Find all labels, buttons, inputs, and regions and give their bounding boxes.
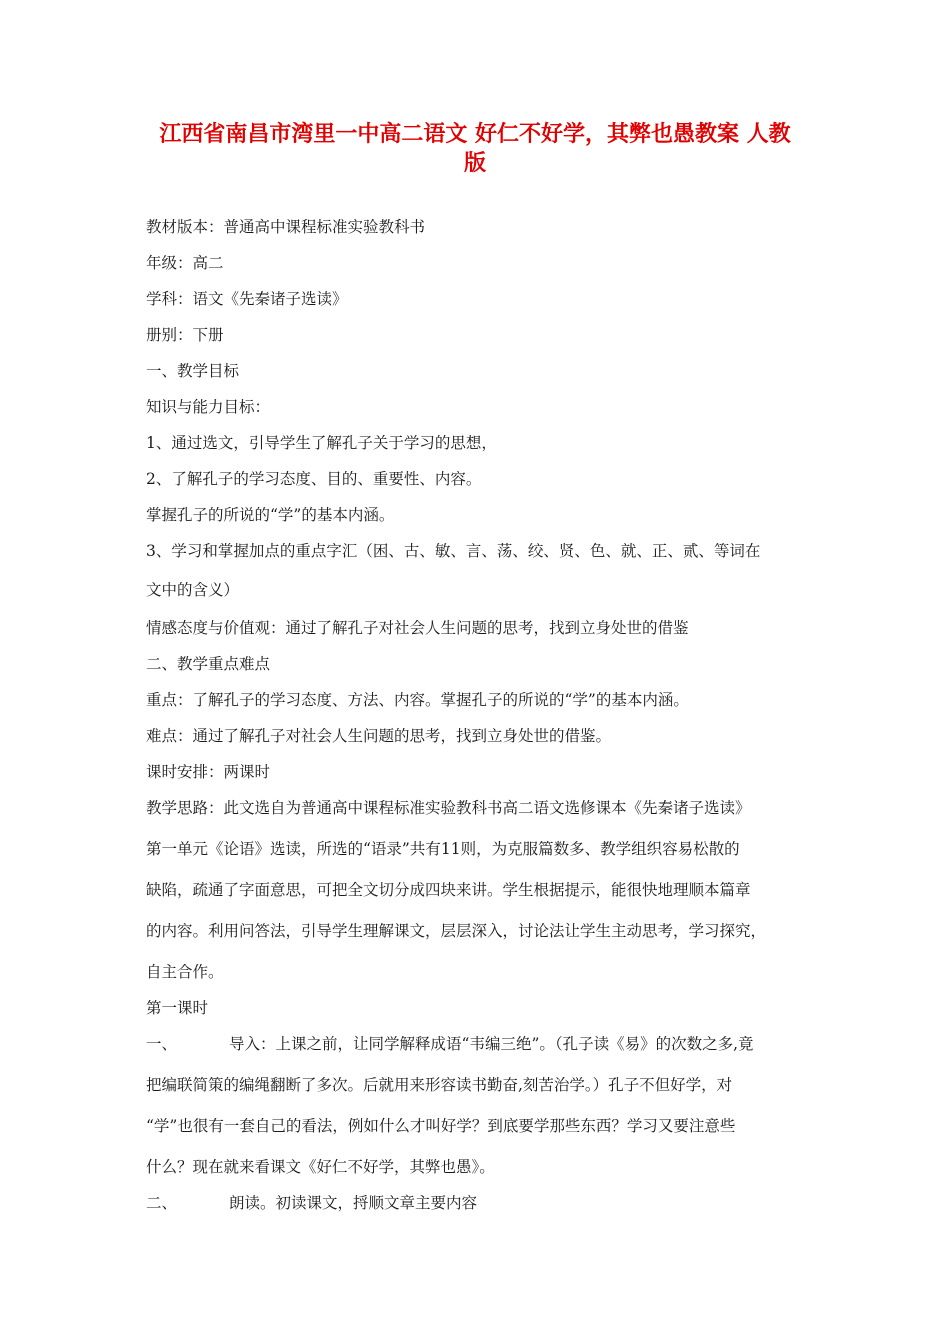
emotion-values-goal: 情感态度与价值观：通过了解孔子对社会人生问题的思考，找到立身处世的借鉴 (146, 619, 689, 637)
heading-key-points: 二、教学重点难点 (146, 655, 271, 673)
section-2-text: 朗读。初读课文，捋顺文章主要内容 (229, 1194, 478, 1212)
goal-item-3: 3、学习和掌握加点的重点字汇（困、古、敏、言、荡、绞、贤、色、就、正、贰、等词在 (146, 542, 761, 560)
section-1-marker: 一、 (146, 1035, 178, 1053)
section-1-text: 导入：上课之前，让同学解释成语“韦编三绝”。（孔子读《易》的次数之多,竟 (229, 1035, 754, 1053)
goal-item-2b: 掌握孔子的所说的“学”的基本内涵。 (146, 506, 395, 524)
key-point: 重点：了解孔子的学习态度、方法、内容。掌握孔子的所说的“学”的基本内涵。 (146, 691, 689, 709)
title-line-1: 江西省南昌市湾里一中高二语文 好仁不好学，其弊也愚教案 人教 (159, 121, 791, 147)
section-1-line-2: 把编联简策的编绳翻断了多次。后就用来形容读书勤奋,刻苦治学。）孔子不但好学，对 (146, 1076, 733, 1094)
grade: 年级：高二 (146, 254, 224, 272)
goal-item-3-cont: 文中的含义） (146, 581, 240, 599)
teaching-idea-line-1: 教学思路：此文选自为普通高中课程标准实验教科书高二语文选修课本《先秦诸子选读》 (146, 799, 751, 817)
document-title (130, 120, 820, 178)
heading-teaching-goals: 一、教学目标 (146, 362, 240, 380)
difficult-point: 难点：通过了解孔子对社会人生问题的思考，找到立身处世的借鉴。 (146, 727, 612, 745)
teaching-idea-line-4: 的内容。利用问答法，引导学生理解课文，层层深入，讨论法让学生主动思考，学习探究， (146, 922, 767, 940)
section-1-line-4: 什么？现在就来看课文《好仁不好学，其弊也愚》。 (146, 1158, 495, 1176)
teaching-idea-line-3: 缺陷，疏通了字面意思，可把全文切分成四块来讲。学生根据提示，能很快地理顺本篇章 (146, 881, 751, 899)
goal-item-1: 1、通过选文，引导学生了解孔子关于学习的思想， (146, 434, 497, 452)
subject: 学科：语文《先秦诸子选读》 (146, 290, 348, 308)
class-schedule: 课时安排：两课时 (146, 763, 271, 781)
textbook-version: 教材版本：普通高中课程标准实验教科书 (146, 218, 426, 236)
section-1-first-line (146, 1034, 754, 1054)
volume: 册别：下册 (146, 326, 224, 344)
section-2-first-line (146, 1193, 477, 1213)
section-1-line-3: “学”也很有一套自己的看法，例如什么才叫好学？到底要学那些东西？学习又要注意些 (146, 1117, 736, 1135)
goal-item-2: 2、了解孔子的学习态度、目的、重要性、内容。 (146, 470, 482, 488)
teaching-idea-line-5: 自主合作。 (146, 963, 224, 981)
knowledge-ability-goals: 知识与能力目标： (146, 398, 271, 416)
first-lesson-heading: 第一课时 (146, 999, 209, 1017)
section-2-marker: 二、 (146, 1194, 178, 1212)
teaching-idea-line-2: 第一单元《论语》选读，所选的“语录”共有11则，为克服篇数多、教学组织容易松散的 (146, 840, 740, 858)
title-line-2: 版 (463, 150, 486, 176)
